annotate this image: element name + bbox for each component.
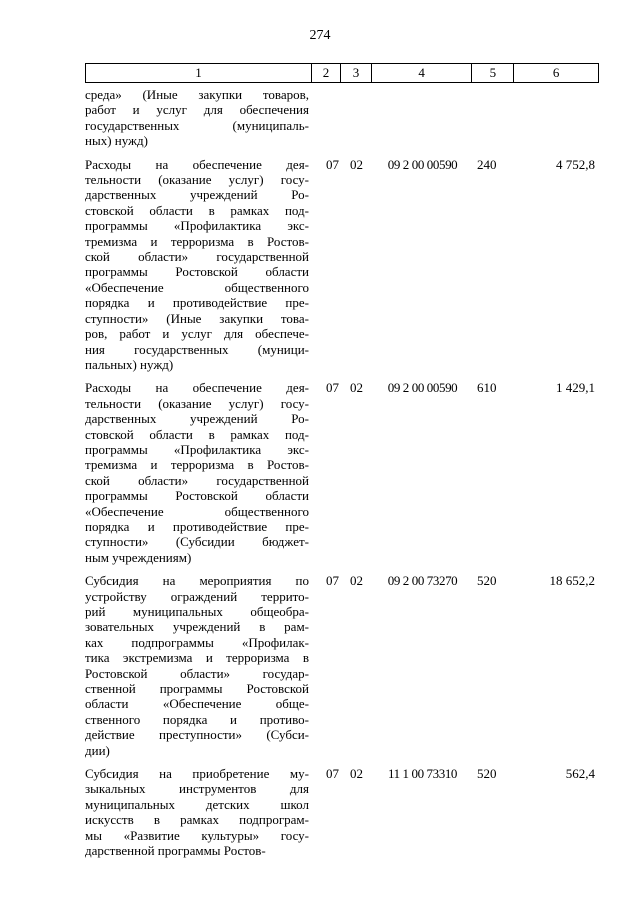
row-section-code: 07 <box>326 156 339 172</box>
row-subsection-code: 02 <box>350 380 363 396</box>
description-line: устройству ограждений террито- <box>85 588 309 604</box>
row-expense-type-code: 520 <box>477 766 497 782</box>
description-line: дарственных учреждений Ро- <box>85 187 309 203</box>
description-line: ской области» государственной <box>85 249 309 265</box>
description-line: программы «Профилактика экс- <box>85 218 309 234</box>
description-line: дии) <box>85 742 110 758</box>
table-row <box>85 380 599 565</box>
row-description <box>85 157 309 373</box>
header-col-2: 2 <box>312 64 341 82</box>
row-target-article-code: 09 2 00 00590 <box>387 156 458 172</box>
page-number: 274 <box>309 28 331 43</box>
description-line: Расходы на обеспечение дея- <box>85 380 309 396</box>
description-line: зыкальных инструментов для <box>85 781 309 797</box>
description-line: дарственной программы Ростов- <box>85 843 266 859</box>
row-target-article-code: 11 1 00 73310 <box>387 766 458 782</box>
description-line: ступности» (Иные закупки това- <box>85 310 309 326</box>
row-description <box>85 380 309 565</box>
header-col-5: 5 <box>472 64 514 82</box>
description-line: дарственных учреждений Ро- <box>85 411 309 427</box>
row-target-article-code: 09 2 00 73270 <box>387 573 458 589</box>
row-section-code: 07 <box>326 573 339 589</box>
description-line: ным учреждениям) <box>85 549 192 565</box>
row-expense-type-code: 610 <box>477 380 497 396</box>
description-line: порядка и противодействие пре- <box>85 518 309 534</box>
description-line: тремизма и терроризма в Ростов- <box>85 233 309 249</box>
description-line: действие преступности» (Субси- <box>85 727 309 743</box>
table-row <box>85 157 599 373</box>
description-line: тика экстремизма и терроризма в <box>85 650 309 666</box>
row-subsection-code: 02 <box>350 766 363 782</box>
description-line: программы Ростовской области <box>85 488 309 504</box>
description-line: тремизма и терроризма в Ростов- <box>85 457 309 473</box>
table-row-continuation <box>85 87 599 149</box>
row-subsection-code: 02 <box>350 573 363 589</box>
header-col-4: 4 <box>372 64 473 82</box>
description-line: программы «Профилактика экс- <box>85 441 309 457</box>
row-section-code: 07 <box>326 766 339 782</box>
row-amount: 562,4 <box>565 766 595 782</box>
description-line: ской области» государственной <box>85 472 309 488</box>
description-line: мы «Развитие культуры» госу- <box>85 827 309 843</box>
description-line: стовской области в рамках под- <box>85 426 309 442</box>
description-line: пальных) нужд) <box>85 356 174 372</box>
description-line: ственной программы Ростовской <box>85 681 309 697</box>
row-section-code: 07 <box>326 380 339 396</box>
description-line: муниципальных детских школ <box>85 796 309 812</box>
header-col-3: 3 <box>341 64 372 82</box>
description-line: Субсидия на приобретение му- <box>85 766 309 782</box>
description-line: ния государственных (муници- <box>85 341 309 357</box>
description-line: области «Обеспечение обще- <box>85 696 309 712</box>
table-row <box>85 766 599 858</box>
description-line: программы Ростовской области <box>85 264 309 280</box>
description-line: Ростовской области» государ- <box>85 665 309 681</box>
description-line: среда» (Иные закупки товаров, <box>85 87 309 102</box>
header-col-1: 1 <box>86 64 312 82</box>
description-line: тельности (оказание услуг) госу- <box>85 172 309 188</box>
row-description <box>85 87 309 149</box>
row-target-article-code: 09 2 00 00590 <box>387 380 458 396</box>
row-amount: 1 429,1 <box>556 380 595 396</box>
description-line: ров, работ и услуг для обеспече- <box>85 326 309 342</box>
row-description <box>85 766 309 858</box>
description-line: «Обеспечение общественного <box>85 503 309 519</box>
description-line: ках подпрограммы «Профилак- <box>85 634 309 650</box>
table-header <box>85 63 599 83</box>
description-line: ступности» (Субсидии бюджет- <box>85 534 309 550</box>
description-line: зовательных учреждений в рам- <box>85 619 309 635</box>
description-line: тельности (оказание услуг) госу- <box>85 395 309 411</box>
description-line: ственного порядка и противо- <box>85 711 309 727</box>
description-line: порядка и противодействие пре- <box>85 295 309 311</box>
row-expense-type-code: 240 <box>477 156 497 172</box>
row-subsection-code: 02 <box>350 156 363 172</box>
row-amount: 18 652,2 <box>549 573 595 589</box>
row-expense-type-code: 520 <box>477 573 497 589</box>
table-body <box>85 87 599 867</box>
description-line: Субсидия на мероприятия по <box>85 573 309 589</box>
description-line: ных) нужд) <box>85 133 148 149</box>
description-line: работ и услуг для обеспечения <box>85 102 309 118</box>
header-col-6: 6 <box>552 65 560 80</box>
table-row <box>85 573 599 758</box>
row-description <box>85 573 309 758</box>
description-line: государственных (муниципаль- <box>85 117 309 133</box>
description-line: стовской области в рамках под- <box>85 202 309 218</box>
description-line: «Обеспечение общественного <box>85 279 309 295</box>
row-amount: 4 752,8 <box>556 156 595 172</box>
description-line: искусств в рамках подпрограм- <box>85 812 309 828</box>
description-line: рий муниципальных общеобра- <box>85 604 309 619</box>
description-line: Расходы на обеспечение дея- <box>85 156 309 172</box>
